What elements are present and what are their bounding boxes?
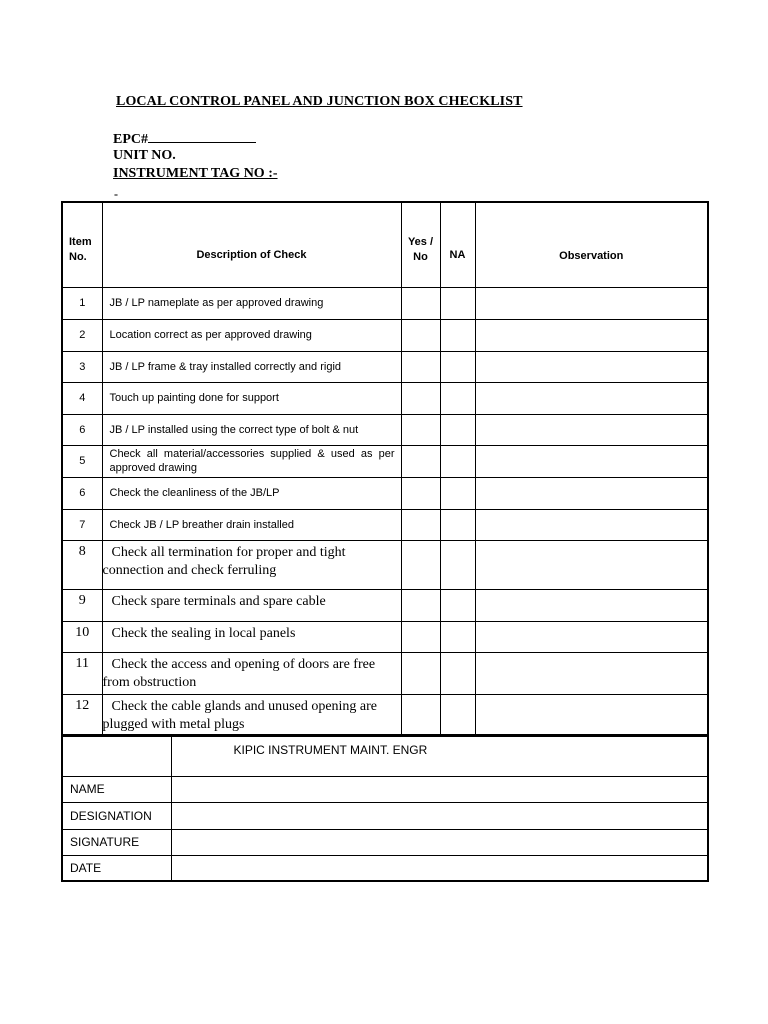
observation-cell[interactable] (475, 351, 708, 382)
na-cell[interactable] (440, 414, 475, 445)
signoff-blank-cell (62, 736, 171, 776)
yes-no-cell[interactable] (401, 319, 440, 351)
yes-no-cell[interactable] (401, 382, 440, 414)
na-cell[interactable] (440, 477, 475, 509)
signoff-row (62, 776, 708, 802)
table-header-row (62, 202, 708, 287)
check-description: JB / LP installed using the correct type of bolt & nut (102, 414, 401, 445)
observation-cell[interactable] (475, 287, 708, 319)
document-title: LOCAL CONTROL PANEL AND JUNCTION BOX CHECKLIST (116, 94, 523, 109)
table-row (62, 694, 708, 735)
observation-cell[interactable] (475, 621, 708, 652)
na-cell[interactable] (440, 509, 475, 540)
yes-no-cell[interactable] (401, 589, 440, 621)
checklist-table (61, 201, 709, 736)
item-number: 9 (62, 589, 102, 621)
observation-cell[interactable] (475, 509, 708, 540)
check-description: JB / LP nameplate as per approved drawing (102, 287, 401, 319)
epc-field (113, 130, 256, 148)
observation-cell[interactable] (475, 319, 708, 351)
epc-blank-line (148, 130, 256, 143)
instrument-tag-label: INSTRUMENT TAG NO :- (113, 166, 278, 181)
item-number: 6 (62, 414, 102, 445)
yes-no-cell[interactable] (401, 414, 440, 445)
item-number: 2 (62, 319, 102, 351)
item-number: 5 (62, 445, 102, 477)
yes-no-cell[interactable] (401, 540, 440, 589)
unit-no-label: UNIT NO. (113, 148, 176, 163)
observation-cell[interactable] (475, 652, 708, 694)
check-description: Location correct as per approved drawing (102, 319, 401, 351)
table-row (62, 652, 708, 694)
na-cell[interactable] (440, 319, 475, 351)
item-number: 4 (62, 382, 102, 414)
signoff-row (62, 829, 708, 855)
header-na: NA (440, 202, 475, 287)
check-description: Check spare terminals and spare cable (102, 589, 401, 621)
check-description: Check the access and opening of doors are free from obstruction (102, 652, 401, 694)
check-description: Check all termination for proper and tight connection and check ferruling (102, 540, 401, 589)
table-row (62, 621, 708, 652)
observation-cell[interactable] (475, 694, 708, 735)
table-row (62, 509, 708, 540)
na-cell[interactable] (440, 621, 475, 652)
table-row (62, 351, 708, 382)
yes-no-cell[interactable] (401, 477, 440, 509)
signature-input-cell[interactable] (171, 829, 708, 855)
observation-cell[interactable] (475, 445, 708, 477)
observation-cell[interactable] (475, 540, 708, 589)
table-row (62, 445, 708, 477)
signoff-header-row (62, 736, 708, 776)
item-number: 11 (62, 652, 102, 694)
na-cell[interactable] (440, 382, 475, 414)
table-row (62, 414, 708, 445)
signoff-label: NAME (62, 776, 171, 802)
signoff-row (62, 855, 708, 881)
yes-no-cell[interactable] (401, 445, 440, 477)
yes-no-cell[interactable] (401, 694, 440, 735)
check-description: JB / LP frame & tray installed correctly and rigid (102, 351, 401, 382)
header-observation: Observation (475, 202, 708, 287)
observation-cell[interactable] (475, 477, 708, 509)
signoff-row (62, 802, 708, 829)
signoff-table (61, 735, 709, 882)
header-yes-no: Yes / No (401, 202, 440, 287)
table-row (62, 287, 708, 319)
yes-no-cell[interactable] (401, 287, 440, 319)
na-cell[interactable] (440, 540, 475, 589)
na-cell[interactable] (440, 445, 475, 477)
na-cell[interactable] (440, 694, 475, 735)
check-description: Check the cable glands and unused opening are plugged with metal plugs (102, 694, 401, 735)
observation-cell[interactable] (475, 589, 708, 621)
item-number: 12 (62, 694, 102, 735)
header-item-no: Item No. (62, 202, 102, 287)
item-number: 1 (62, 287, 102, 319)
na-cell[interactable] (440, 287, 475, 319)
item-number: 7 (62, 509, 102, 540)
yes-no-cell[interactable] (401, 621, 440, 652)
yes-no-cell[interactable] (401, 652, 440, 694)
signoff-heading: KIPIC INSTRUMENT MAINT. ENGR (171, 736, 708, 776)
item-number: 3 (62, 351, 102, 382)
signoff-label: SIGNATURE (62, 829, 171, 855)
table-row (62, 382, 708, 414)
na-cell[interactable] (440, 652, 475, 694)
check-description: Check the sealing in local panels (102, 621, 401, 652)
name-input-cell[interactable] (171, 776, 708, 802)
table-row (62, 540, 708, 589)
observation-cell[interactable] (475, 414, 708, 445)
na-cell[interactable] (440, 589, 475, 621)
signoff-label: DESIGNATION (62, 802, 171, 829)
check-description: Check all material/accessories supplied & used as per approved drawing (102, 445, 401, 477)
na-cell[interactable] (440, 351, 475, 382)
designation-input-cell[interactable] (171, 802, 708, 829)
header-description: Description of Check (102, 202, 401, 287)
epc-label: EPC# (113, 132, 148, 147)
table-row (62, 477, 708, 509)
table-row (62, 589, 708, 621)
yes-no-cell[interactable] (401, 351, 440, 382)
check-description: Touch up painting done for support (102, 382, 401, 414)
item-number: 6 (62, 477, 102, 509)
signoff-label: DATE (62, 855, 171, 881)
instrument-tag-field (113, 166, 278, 182)
table-row (62, 319, 708, 351)
yes-no-cell[interactable] (401, 509, 440, 540)
observation-cell[interactable] (475, 382, 708, 414)
item-number: 8 (62, 540, 102, 589)
dash-mark: - (114, 187, 118, 201)
check-description: Check JB / LP breather drain installed (102, 509, 401, 540)
item-number: 10 (62, 621, 102, 652)
check-description: Check the cleanliness of the JB/LP (102, 477, 401, 509)
date-input-cell[interactable] (171, 855, 708, 881)
